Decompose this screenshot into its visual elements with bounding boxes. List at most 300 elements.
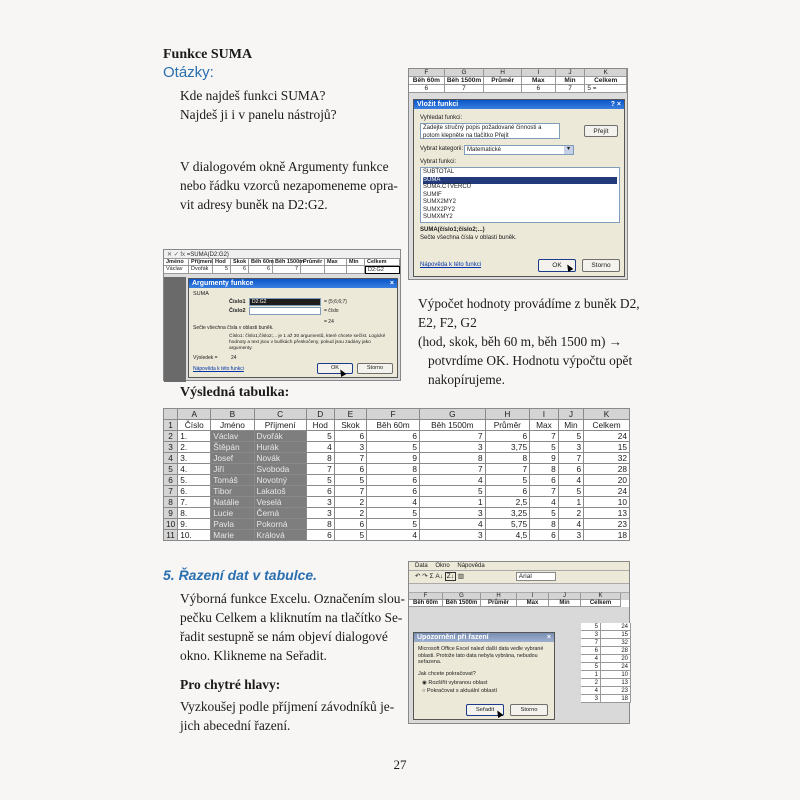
table-header[interactable]: Celkem: [584, 420, 630, 431]
number-cell[interactable]: 2.: [178, 442, 211, 453]
col-letter[interactable]: F: [367, 409, 420, 420]
surname-cell[interactable]: Novák: [254, 453, 306, 464]
table-row: [164, 475, 630, 486]
search-label: Vyhledat funkci:: [420, 115, 463, 121]
value-cell[interactable]: 9: [530, 453, 559, 464]
value-cell[interactable]: 5: [558, 431, 583, 442]
number-cell[interactable]: 5.: [178, 475, 211, 486]
number-cell[interactable]: 1.: [178, 431, 211, 442]
col-header: Průměr: [301, 259, 325, 266]
cancel-button[interactable]: Storno: [510, 704, 548, 716]
min-cell[interactable]: 2: [581, 679, 601, 687]
value-cell[interactable]: 5: [306, 475, 334, 486]
calc-note-line: (hod, skok, běh 60 m, běh 1500 m) →: [418, 334, 623, 349]
table-row: [164, 530, 630, 541]
category-label: Vybrat kategorii:: [420, 146, 464, 152]
col-letter[interactable]: C: [254, 409, 306, 420]
value-cell[interactable]: 20: [584, 475, 630, 486]
col-letter: K: [581, 593, 621, 600]
first-name-cell[interactable]: Marie: [211, 530, 254, 541]
note-line-1: V dialogovém okně Argumenty funkce: [180, 159, 389, 174]
value-cell[interactable]: 6: [231, 266, 249, 274]
value-cell[interactable]: Václav: [164, 266, 189, 274]
col-letter[interactable]: H: [485, 409, 530, 420]
value-cell[interactable]: 3: [420, 530, 486, 541]
value-cell[interactable]: 3: [306, 508, 334, 519]
min-cell[interactable]: 7: [581, 639, 601, 647]
value-cell[interactable]: 7: [273, 266, 301, 274]
table-header[interactable]: Běh 60m: [367, 420, 420, 431]
calc-note-line: Výpočet hodnoty provádíme z buněk D2,: [418, 296, 640, 311]
table-row: [164, 431, 630, 442]
row-number[interactable]: 3: [164, 442, 178, 453]
value-cell[interactable]: 6: [249, 266, 273, 274]
table-header[interactable]: Příjmení: [254, 420, 306, 431]
function-list-label: Vybrat funkci:: [420, 159, 457, 165]
surname-cell[interactable]: Dvořák: [254, 431, 306, 442]
column-letter-row: [164, 409, 630, 420]
value-cell[interactable]: 10: [584, 497, 630, 508]
sort-ascending-icon[interactable]: A↓: [435, 573, 443, 580]
col-letter[interactable]: K: [584, 409, 630, 420]
value-cell[interactable]: 6: [530, 530, 559, 541]
section-title: 5. Řazení dat v tabulce.: [163, 567, 318, 583]
option-expand[interactable]: [422, 680, 487, 688]
value-cell[interactable]: 3: [558, 530, 583, 541]
number-cell[interactable]: 3.: [178, 453, 211, 464]
sort-row: [581, 679, 631, 687]
table-row: [164, 508, 630, 519]
celkem-cell[interactable]: 10: [601, 671, 631, 679]
number-cell[interactable]: 4.: [178, 464, 211, 475]
surname-cell[interactable]: Novotný: [254, 475, 306, 486]
value-cell[interactable]: 3,75: [485, 442, 530, 453]
value-cell[interactable]: 6: [485, 486, 530, 497]
value-cell[interactable]: 9: [367, 453, 420, 464]
dialog-titlebar: [414, 100, 624, 109]
sort-descending-icon[interactable]: Z↓: [446, 573, 455, 580]
value-cell[interactable]: 7: [556, 85, 586, 93]
min-cell[interactable]: 6: [581, 647, 601, 655]
row-number[interactable]: 8: [164, 497, 178, 508]
col-header: Jméno: [164, 259, 189, 266]
value-cell[interactable]: 6: [334, 464, 366, 475]
undo-icon[interactable]: ↶: [415, 573, 421, 580]
min-cell[interactable]: 4: [581, 687, 601, 695]
sort-button[interactable]: Seřadit: [466, 704, 504, 716]
chart-icon[interactable]: ▥: [457, 573, 464, 580]
row-number[interactable]: 1: [164, 420, 178, 431]
value-cell[interactable]: 6: [530, 475, 559, 486]
value-cell[interactable]: 4: [530, 497, 559, 508]
redo-icon[interactable]: ↷: [422, 573, 428, 580]
table-header[interactable]: Max: [530, 420, 559, 431]
value-cell[interactable]: 5: [530, 442, 559, 453]
sort-row: [581, 655, 631, 663]
function-item[interactable]: SUMX2MY2: [423, 199, 457, 205]
go-button[interactable]: Přejít: [584, 125, 618, 137]
calc-note-line: E2, F2, G2: [418, 315, 477, 330]
min-cell[interactable]: 3: [581, 631, 601, 639]
value-cell[interactable]: 8: [530, 519, 559, 530]
result-line: [193, 355, 237, 363]
col-header: Min: [347, 259, 365, 266]
table-header[interactable]: Jméno: [211, 420, 254, 431]
table-header[interactable]: Běh 1500m: [420, 420, 486, 431]
surname-cell[interactable]: Hurák: [254, 442, 306, 453]
option-current-label: Pokračovat s aktuální oblastí: [426, 688, 498, 694]
celkem-cell[interactable]: 23: [601, 687, 631, 695]
celkem-cell[interactable]: 18: [601, 695, 631, 703]
col-header: Hod: [213, 259, 231, 266]
col-header: Běh 1500m: [443, 600, 481, 607]
value-cell[interactable]: 5: [367, 442, 420, 453]
dialog-title: Argumenty funkce: [192, 280, 254, 287]
ok-button[interactable]: OK: [317, 363, 353, 374]
corner-cell: [164, 409, 178, 420]
sort-values-column: [581, 623, 631, 703]
formula-bar[interactable]: [164, 250, 400, 259]
value-row: [409, 85, 627, 93]
celkem-cell[interactable]: 20: [601, 655, 631, 663]
function-item[interactable]: SUMIF: [423, 191, 442, 198]
value-cell[interactable]: 3: [334, 442, 366, 453]
function-item[interactable]: SUMA.ČTVERCŮ: [423, 184, 472, 190]
radio-selected-icon[interactable]: ◉: [422, 680, 427, 686]
surname-cell[interactable]: Svoboda: [254, 464, 306, 475]
value-cell-active[interactable]: D2:G2: [365, 266, 400, 274]
row-number[interactable]: 7: [164, 486, 178, 497]
first-name-cell[interactable]: Tibor: [211, 486, 254, 497]
search-input[interactable]: Zadejte stručný popis požadované činnosti a potom klepněte na tlačítko Přejít: [420, 123, 560, 139]
col-letter[interactable]: B: [211, 409, 254, 420]
col-header: Celkem: [585, 77, 627, 85]
value-cell[interactable]: 23: [584, 519, 630, 530]
section-paragraph: [180, 589, 405, 665]
value-cell[interactable]: 1: [420, 497, 486, 508]
value-cell[interactable]: 6: [367, 431, 420, 442]
chevron-down-icon[interactable]: ▾: [564, 146, 573, 154]
value-cell[interactable]: 4: [306, 442, 334, 453]
value-cell[interactable]: 15: [584, 442, 630, 453]
function-item[interactable]: SUMXMY2: [423, 214, 453, 220]
table-header[interactable]: Min: [558, 420, 583, 431]
col-letter[interactable]: J: [558, 409, 583, 420]
value-cell[interactable]: Dvořák: [189, 266, 213, 274]
table-row: [164, 453, 630, 464]
value-cell[interactable]: 7: [558, 453, 583, 464]
value-cell[interactable]: 7: [420, 464, 486, 475]
cancel-button[interactable]: Storno: [582, 259, 620, 272]
value-cell[interactable]: 4: [367, 497, 420, 508]
value-cell[interactable]: 6: [367, 486, 420, 497]
section-line: řadit sestupně se nám objeví dialogové: [180, 629, 388, 644]
questions-block: [180, 86, 337, 124]
value-cell[interactable]: 8: [306, 519, 334, 530]
value-cell[interactable]: 7: [306, 464, 334, 475]
value-cell[interactable]: 7: [445, 85, 485, 93]
sort-message: Microsoft Office Excel nalezl další data vedle vybrané oblasti. Protože tato data nebyla vybrána, nebudou seřazena.: [418, 646, 544, 666]
number-cell[interactable]: 6.: [178, 486, 211, 497]
value-cell[interactable]: 2,5: [485, 497, 530, 508]
table-row: [164, 486, 630, 497]
surname-cell[interactable]: Králová: [254, 530, 306, 541]
value-cell[interactable]: 6: [334, 431, 366, 442]
help-link[interactable]: Nápověda k této funkci: [193, 366, 244, 372]
value-cell[interactable]: [325, 266, 347, 274]
col-letter-row: [409, 69, 627, 77]
value-cell[interactable]: 4: [558, 475, 583, 486]
col-header: Max: [522, 77, 556, 85]
celkem-cell[interactable]: 13: [601, 679, 631, 687]
insert-function-dialog: [413, 99, 625, 277]
col-letter: F: [409, 593, 443, 600]
question-1: Kde najdeš funkci SUMA?: [180, 88, 326, 103]
calc-note-block: [418, 294, 640, 389]
celkem-cell[interactable]: 24: [601, 663, 631, 671]
first-name-cell[interactable]: Jiří: [211, 464, 254, 475]
sort-row: [581, 639, 631, 647]
category-select[interactable]: [464, 145, 574, 155]
table-header[interactable]: Hod: [306, 420, 334, 431]
col-letter[interactable]: A: [178, 409, 211, 420]
font-select[interactable]: Arial: [516, 572, 556, 581]
value-cell[interactable]: 24: [584, 431, 630, 442]
value-cell[interactable]: 7: [530, 486, 559, 497]
value-cell[interactable]: 8: [485, 453, 530, 464]
function-syntax: SUMA(číslo1;číslo2;...): [420, 227, 485, 233]
row-number[interactable]: 4: [164, 453, 178, 464]
value-cell[interactable]: 5: [367, 508, 420, 519]
value-cell[interactable]: 6: [485, 431, 530, 442]
option-current[interactable]: [422, 688, 497, 696]
first-name-cell[interactable]: Václav: [211, 431, 254, 442]
col-header: Příjmení: [191, 259, 213, 265]
value-cell[interactable]: 5: [306, 431, 334, 442]
dialog-titlebar: [189, 279, 397, 288]
min-cell[interactable]: 5: [581, 663, 601, 671]
secondary-toolbar: [409, 584, 629, 593]
function-item[interactable]: SUMX2PY2: [423, 206, 456, 213]
clever-line: jich abecední řazení.: [180, 718, 291, 733]
arg1-result: = {5;6;6;7}: [324, 299, 347, 305]
close-icon[interactable]: ×: [546, 634, 551, 641]
value-cell[interactable]: 2: [334, 497, 366, 508]
function-item[interactable]: SUBTOTAL: [423, 169, 455, 175]
cancel-button[interactable]: Storno: [357, 363, 393, 374]
value-cell[interactable]: 3: [558, 442, 583, 453]
sort-warning-screenshot: [408, 561, 630, 724]
min-cell[interactable]: 1: [581, 671, 601, 679]
table-header[interactable]: Skok: [334, 420, 366, 431]
first-name-cell[interactable]: Štěpán: [211, 442, 254, 453]
sum-icon[interactable]: Σ: [429, 573, 434, 580]
value-cell[interactable]: [347, 266, 365, 274]
help-link[interactable]: Nápověda k této funkci: [420, 262, 482, 268]
value-cell[interactable]: 5: [558, 486, 583, 497]
surname-cell[interactable]: Lakatoš: [254, 486, 306, 497]
min-cell[interactable]: 5: [581, 623, 601, 631]
value-cell[interactable]: 8: [530, 464, 559, 475]
value-cell[interactable]: 1: [558, 497, 583, 508]
value-cell[interactable]: 8: [420, 453, 486, 464]
questions-subtitle: Otázky:: [163, 64, 214, 81]
result-value: 24: [231, 355, 237, 361]
first-name-cell[interactable]: Josef: [211, 453, 254, 464]
row-number[interactable]: 10: [164, 519, 178, 530]
sort-row: [581, 671, 631, 679]
col-letter[interactable]: I: [530, 409, 559, 420]
value-cell[interactable]: 6: [409, 85, 445, 93]
col-letter[interactable]: D: [306, 409, 334, 420]
result-table-body: [164, 420, 630, 541]
arg1-input[interactable]: D2:G2: [249, 298, 321, 306]
value-cell[interactable]: 5: [367, 519, 420, 530]
question-2: Najdeš ji i v panelu nástrojů?: [180, 107, 337, 122]
calc-note-line: potvrdíme OK. Hodnotu výpočtu opět: [428, 353, 633, 368]
note-line-3: vit adresy buněk na D2:G2.: [180, 197, 328, 212]
surname-cell[interactable]: Černá: [254, 508, 306, 519]
value-cell[interactable]: 5,75: [485, 519, 530, 530]
first-name-cell[interactable]: Pavla: [211, 519, 254, 530]
value-cell[interactable]: 3,25: [485, 508, 530, 519]
value-cell[interactable]: 6: [367, 475, 420, 486]
table-header[interactable]: Číslo: [178, 420, 211, 431]
value-cell[interactable]: 5: [485, 475, 530, 486]
value-cell[interactable]: 7: [420, 431, 486, 442]
table-row: [164, 442, 630, 453]
value-cell[interactable]: 13: [584, 508, 630, 519]
row-number[interactable]: 5: [164, 464, 178, 475]
first-name-cell[interactable]: Natálie: [211, 497, 254, 508]
arg2-input[interactable]: [249, 307, 321, 315]
function-arguments-screenshot: [163, 249, 401, 381]
ok-button[interactable]: OK: [538, 259, 576, 272]
col-header: Běh 1500m: [445, 77, 485, 85]
section-line: pečku Celkem a kliknutím na tlačítko Se-: [180, 610, 403, 625]
menu-item-window[interactable]: Okno: [435, 563, 450, 569]
celkem-cell[interactable]: 15: [601, 631, 631, 639]
menu-item-data[interactable]: Data: [415, 563, 428, 569]
value-cell[interactable]: 4: [558, 519, 583, 530]
function-item-selected[interactable]: SUMA: [423, 177, 617, 185]
celkem-cell[interactable]: 32: [601, 639, 631, 647]
note-block: [180, 157, 398, 214]
value-cell[interactable]: 8: [367, 464, 420, 475]
value-cell[interactable]: 7: [334, 453, 366, 464]
value-cell[interactable]: 3: [420, 508, 486, 519]
sort-row: [581, 687, 631, 695]
value-cell[interactable]: 6: [306, 530, 334, 541]
col-letter[interactable]: E: [334, 409, 366, 420]
value-cell[interactable]: 18: [584, 530, 630, 541]
value-cell[interactable]: 2: [334, 508, 366, 519]
value-cell[interactable]: 6: [522, 85, 556, 93]
value-cell[interactable]: 4: [420, 475, 486, 486]
value-cell[interactable]: [301, 266, 325, 274]
value-cell[interactable]: 2: [558, 508, 583, 519]
value-cell[interactable]: 7: [334, 486, 366, 497]
value-cell[interactable]: 4,5: [485, 530, 530, 541]
value-cell[interactable]: 8: [306, 453, 334, 464]
value-cell[interactable]: 6: [334, 519, 366, 530]
col-header: Skok: [231, 259, 249, 266]
col-header: Běh 60m: [251, 259, 274, 265]
names-column-shadow: [164, 277, 186, 382]
number-cell[interactable]: 8.: [178, 508, 211, 519]
value-cell[interactable]: 4: [367, 530, 420, 541]
page-number: 27: [393, 757, 407, 772]
number-cell[interactable]: 9.: [178, 519, 211, 530]
min-cell[interactable]: 4: [581, 655, 601, 663]
total-result: = 24: [324, 319, 334, 325]
col-header: Průměr: [481, 600, 517, 607]
col-header: Běh 60m: [409, 77, 445, 85]
col-header: Celkem: [581, 600, 621, 607]
value-cell[interactable]: 5: [334, 530, 366, 541]
value-cell[interactable]: 7: [485, 464, 530, 475]
min-cell[interactable]: 3: [581, 695, 601, 703]
value-cell[interactable]: 28: [584, 464, 630, 475]
row-number[interactable]: 11: [164, 530, 178, 541]
first-name-cell[interactable]: Tomáš: [211, 475, 254, 486]
col-header: Max: [325, 259, 347, 266]
celkem-cell[interactable]: 24: [601, 623, 631, 631]
radio-icon[interactable]: ○: [422, 688, 426, 694]
toolbar: [409, 571, 629, 584]
col-header: Min: [549, 600, 581, 607]
value-cell[interactable]: 5: [213, 266, 231, 274]
value-cell[interactable]: 24: [584, 486, 630, 497]
close-icon[interactable]: ×: [389, 280, 394, 287]
value-cell[interactable]: 3: [306, 497, 334, 508]
function-arguments-dialog: [188, 278, 398, 378]
value-cell[interactable]: 5: [334, 475, 366, 486]
value-cell[interactable]: 6: [306, 486, 334, 497]
celkem-cell[interactable]: 28: [601, 647, 631, 655]
col-letter: H: [484, 69, 522, 77]
row-number[interactable]: 9: [164, 508, 178, 519]
value-cell[interactable]: 6: [558, 464, 583, 475]
function-description: Sečte všechna čísla v oblasti buněk.: [420, 235, 517, 241]
sort-row: [581, 663, 631, 671]
value-cell[interactable]: 5: [530, 508, 559, 519]
table-header[interactable]: Průměr: [485, 420, 530, 431]
value-cell[interactable]: 7: [530, 431, 559, 442]
table-header-row: [164, 420, 630, 431]
number-cell[interactable]: 7.: [178, 497, 211, 508]
menu-item-help[interactable]: Nápověda: [457, 563, 485, 569]
value-cell[interactable]: 5 =: [585, 85, 627, 93]
value-cell[interactable]: 32: [584, 453, 630, 464]
surname-cell[interactable]: Veselá: [254, 497, 306, 508]
value-cell[interactable]: [484, 85, 522, 93]
insert-function-screenshot: [408, 68, 628, 280]
first-name-cell[interactable]: Lucie: [211, 508, 254, 519]
row-number[interactable]: 2: [164, 431, 178, 442]
row-number[interactable]: 6: [164, 475, 178, 486]
function-list[interactable]: [420, 167, 620, 223]
number-cell[interactable]: 10.: [178, 530, 211, 541]
value-cell[interactable]: 3: [420, 442, 486, 453]
sort-col-headers: [409, 600, 629, 607]
value-cell[interactable]: 4: [420, 519, 486, 530]
col-letter[interactable]: G: [420, 409, 486, 420]
formula-fx-icon: ✕ ✓ fx: [167, 252, 186, 258]
close-icon[interactable]: ? ×: [610, 101, 621, 108]
surname-cell[interactable]: Pokorná: [254, 519, 306, 530]
value-cell[interactable]: 5: [420, 486, 486, 497]
